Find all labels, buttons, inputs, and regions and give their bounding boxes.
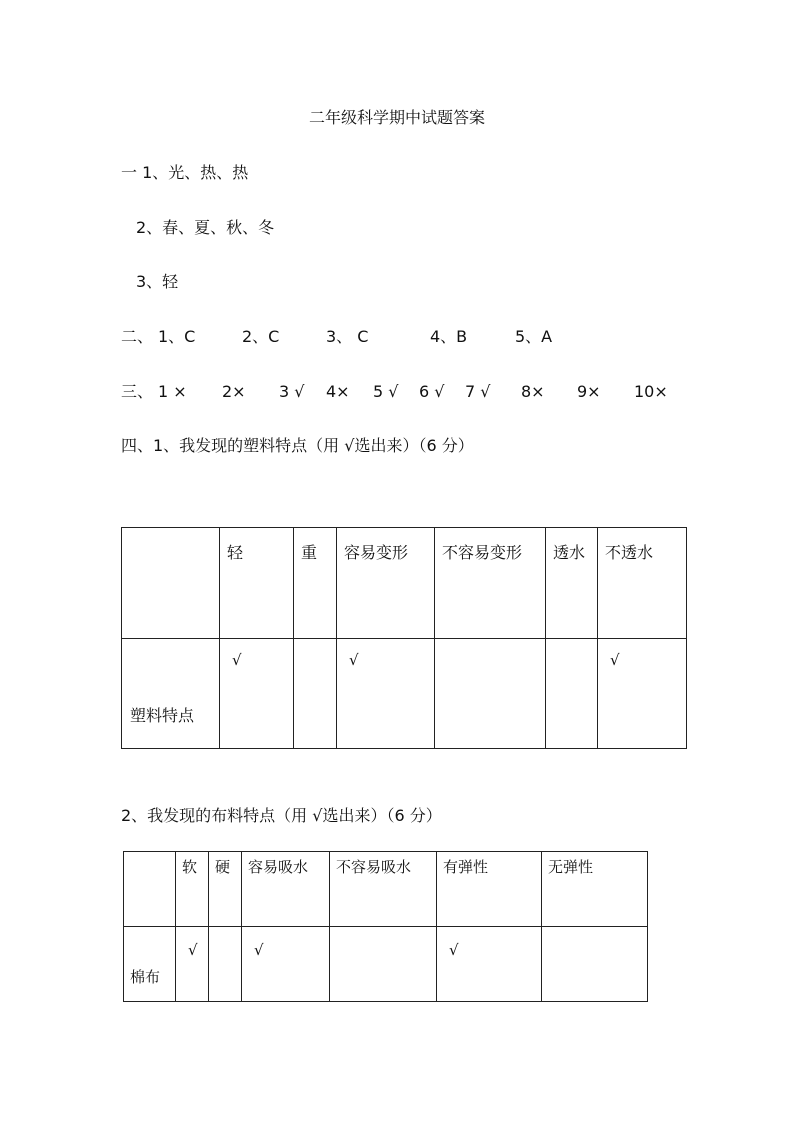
table-cell [124, 852, 176, 927]
table-header [122, 528, 219, 540]
answer-1-1: 一 1、光、热、热 [121, 163, 249, 182]
table-header: 硬 [215, 858, 231, 876]
table-header-row [122, 528, 687, 639]
check-mark [546, 639, 597, 651]
table-header: 透水 [553, 543, 586, 562]
table-header: 不容易变形 [442, 543, 523, 562]
table-cell [122, 639, 220, 749]
fabric-properties-table [123, 851, 648, 1002]
check-mark: √ [610, 651, 620, 669]
table-row [122, 639, 687, 749]
table-header: 容易吸水 [248, 858, 309, 876]
table-cell [337, 528, 435, 639]
answer-3-item: 8× [521, 382, 545, 401]
table-cell [294, 528, 337, 639]
table-header: 软 [182, 858, 198, 876]
answer-2-item: 2、C [242, 327, 280, 346]
table-header: 不容易吸水 [336, 858, 412, 876]
question-4-2: 2、我发现的布料特点（用 √选出来）（6 分） [121, 806, 442, 825]
plastic-properties-table [121, 527, 687, 749]
check-mark: √ [349, 651, 359, 669]
table-header: 重 [301, 543, 318, 562]
check-mark: √ [188, 941, 198, 959]
table-cell [542, 852, 648, 927]
section-2-prefix: 二、 [121, 327, 154, 346]
table-header: 不透水 [605, 543, 654, 562]
table-cell [220, 528, 294, 639]
table-cell [542, 927, 648, 1002]
answer-2-item: 5、A [515, 327, 553, 346]
page-title: 二年级科学期中试题答案 [308, 108, 485, 127]
table-cell [209, 852, 242, 927]
table-cell [176, 927, 209, 1002]
table-cell [546, 639, 598, 749]
table-cell [242, 852, 330, 927]
table-row [124, 927, 648, 1002]
table-header: 轻 [227, 543, 244, 562]
row-label: 塑料特点 [130, 706, 195, 725]
table-cell [598, 528, 687, 639]
answer-2-item: 3、 C [326, 327, 369, 346]
check-mark [435, 639, 545, 651]
answer-1-3: 3、轻 [136, 272, 179, 291]
answer-3-item: 2× [222, 382, 246, 401]
check-mark: √ [254, 941, 264, 959]
table-cell [330, 927, 437, 1002]
section-3-prefix: 三、 [121, 382, 154, 401]
check-mark: √ [449, 941, 459, 959]
table-cell [242, 927, 330, 1002]
check-mark [542, 927, 647, 941]
table-cell [209, 927, 242, 1002]
answer-3-item: 7 √ [465, 382, 491, 401]
answer-3-item: 6 √ [419, 382, 445, 401]
question-4-1: 四、1、我发现的塑料特点（用 √选出来）（6 分） [121, 436, 474, 455]
row-label: 棉布 [130, 968, 161, 986]
check-mark [209, 927, 241, 941]
check-mark: √ [232, 651, 242, 669]
check-mark [294, 639, 336, 651]
table-cell [124, 927, 176, 1002]
table-cell [122, 528, 220, 639]
table-cell [435, 528, 546, 639]
table-cell [220, 639, 294, 749]
table-cell [294, 639, 337, 749]
answer-2-item: 4、B [430, 327, 468, 346]
check-mark [330, 927, 436, 941]
answer-3-item: 9× [577, 382, 601, 401]
answer-3-item: 10× [634, 382, 668, 401]
table-header-row [124, 852, 648, 927]
table-cell [337, 639, 435, 749]
table-header [124, 852, 175, 856]
table-cell [437, 852, 542, 927]
answer-3-item: 4× [326, 382, 350, 401]
table-header: 容易变形 [344, 543, 409, 562]
table-cell [546, 528, 598, 639]
table-cell [437, 927, 542, 1002]
answer-2-item: 1、C [158, 327, 196, 346]
table-cell [598, 639, 687, 749]
answer-1-2: 2、春、夏、秋、冬 [136, 218, 275, 237]
table-header: 无弹性 [548, 858, 594, 876]
table-cell [330, 852, 437, 927]
table-header: 有弹性 [443, 858, 489, 876]
table-cell [435, 639, 546, 749]
table-cell [176, 852, 209, 927]
answer-3-item: 3 √ [279, 382, 305, 401]
answer-3-item: 5 √ [373, 382, 399, 401]
answer-3-item: 1 × [158, 382, 187, 401]
